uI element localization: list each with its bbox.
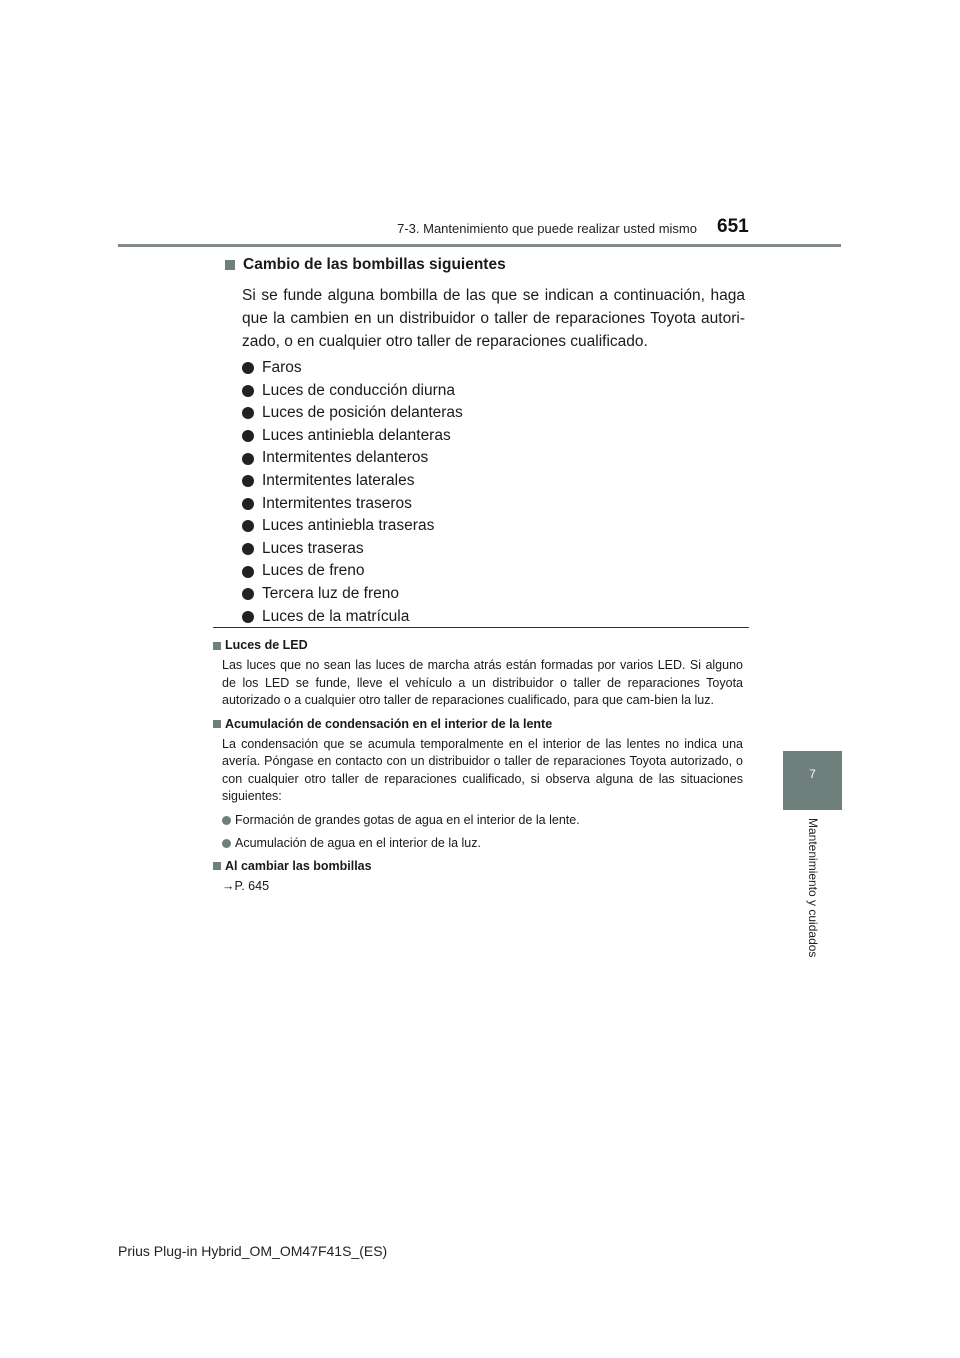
bullet-dot-icon <box>222 839 231 848</box>
list-item: Luces de conducción diurna <box>242 380 745 403</box>
list-item: Luces traseras <box>242 538 745 561</box>
note-text: La condensación que se acumula temporalmente en el interior de las lentes no indica una avería. Póngase en contacto con un distribuidor o taller de reparaciones Toyota autorizado, o con cualquier otro taller de reparaciones cualificado, si observa alguna de las situaciones siguientes: <box>222 736 743 803</box>
bullet-dot-icon <box>242 520 254 532</box>
list-item: Luces de freno <box>242 560 745 583</box>
square-bullet-icon <box>225 260 235 270</box>
chapter-title: 7-3. Mantenimiento que puede realizar usted mismo <box>397 221 697 236</box>
bullet-dot-icon <box>242 498 254 510</box>
note-title: Acumulación de condensación en el interior de la lente <box>213 716 743 733</box>
bullet-dot-icon <box>242 362 254 374</box>
list-item: Luces antiniebla delanteras <box>242 425 745 448</box>
page-footer: Prius Plug-in Hybrid_OM_OM47F41S_(ES) <box>118 1243 388 1259</box>
chapter-tab-number: 7 <box>809 767 816 781</box>
page-number: 651 <box>717 216 749 237</box>
bullet-dot-icon <box>222 816 231 825</box>
bullet-dot-icon <box>242 611 254 623</box>
note-title: Al cambiar las bombillas <box>213 858 743 875</box>
bullet-dot-icon <box>242 453 254 465</box>
notes-section <box>213 637 743 901</box>
list-item: Luces de la matrícula <box>242 606 745 629</box>
chapter-side-label <box>804 818 824 978</box>
chapter-side-label-text: Mantenimiento y cuidados <box>806 818 820 958</box>
main-section <box>225 254 745 628</box>
header-rule <box>118 244 841 247</box>
list-item: Luces antiniebla traseras <box>242 515 745 538</box>
list-item: Faros <box>242 357 745 380</box>
note-condensation <box>213 716 743 852</box>
square-bullet-icon <box>213 720 221 728</box>
section-title <box>225 254 745 276</box>
bullet-dot-icon <box>242 588 254 600</box>
note-text: Las luces que no sean las luces de marcha atrás están formadas por varios LED. Si alguno de los LED se funde, lleve el vehículo a un distribuidor o taller de reparaciones Toyota autorizado o a cualquier otro taller de reparaciones cualificado, para que cam-bien la luz. <box>222 658 743 707</box>
note-led <box>213 637 743 710</box>
square-bullet-icon <box>213 862 221 870</box>
bullet-dot-icon <box>242 430 254 442</box>
bullet-dot-icon <box>242 543 254 555</box>
chapter-tab <box>783 751 842 810</box>
bullet-dot-icon <box>242 385 254 397</box>
section-title-text: Cambio de las bombillas siguientes <box>243 256 506 273</box>
page-reference-link[interactable]: →P. 645 <box>222 878 270 893</box>
list-item: Acumulación de agua en el interior de la luz. <box>222 835 743 852</box>
bullet-dot-icon <box>242 566 254 578</box>
list-item: Intermitentes traseros <box>242 493 745 516</box>
square-bullet-icon <box>213 642 221 650</box>
note-changing-bulbs <box>213 858 743 896</box>
notes-divider <box>213 627 749 628</box>
list-item: Formación de grandes gotas de agua en el interior de la lente. <box>222 812 743 829</box>
list-item: Intermitentes laterales <box>242 470 745 493</box>
bullet-dot-icon <box>242 475 254 487</box>
note-title: Luces de LED <box>213 637 743 654</box>
section-paragraph: Si se funde alguna bombilla de las que se indican a continuación, haga que la cambien en un distribuidor o taller de reparaciones Toyota autori-zado, o en cualquier otro taller de reparaciones cualificado. <box>242 287 745 350</box>
list-item: Luces de posición delanteras <box>242 402 745 425</box>
bullet-dot-icon <box>242 407 254 419</box>
list-item: Intermitentes delanteros <box>242 447 745 470</box>
bulb-list <box>242 357 745 628</box>
list-item: Tercera luz de freno <box>242 583 745 606</box>
